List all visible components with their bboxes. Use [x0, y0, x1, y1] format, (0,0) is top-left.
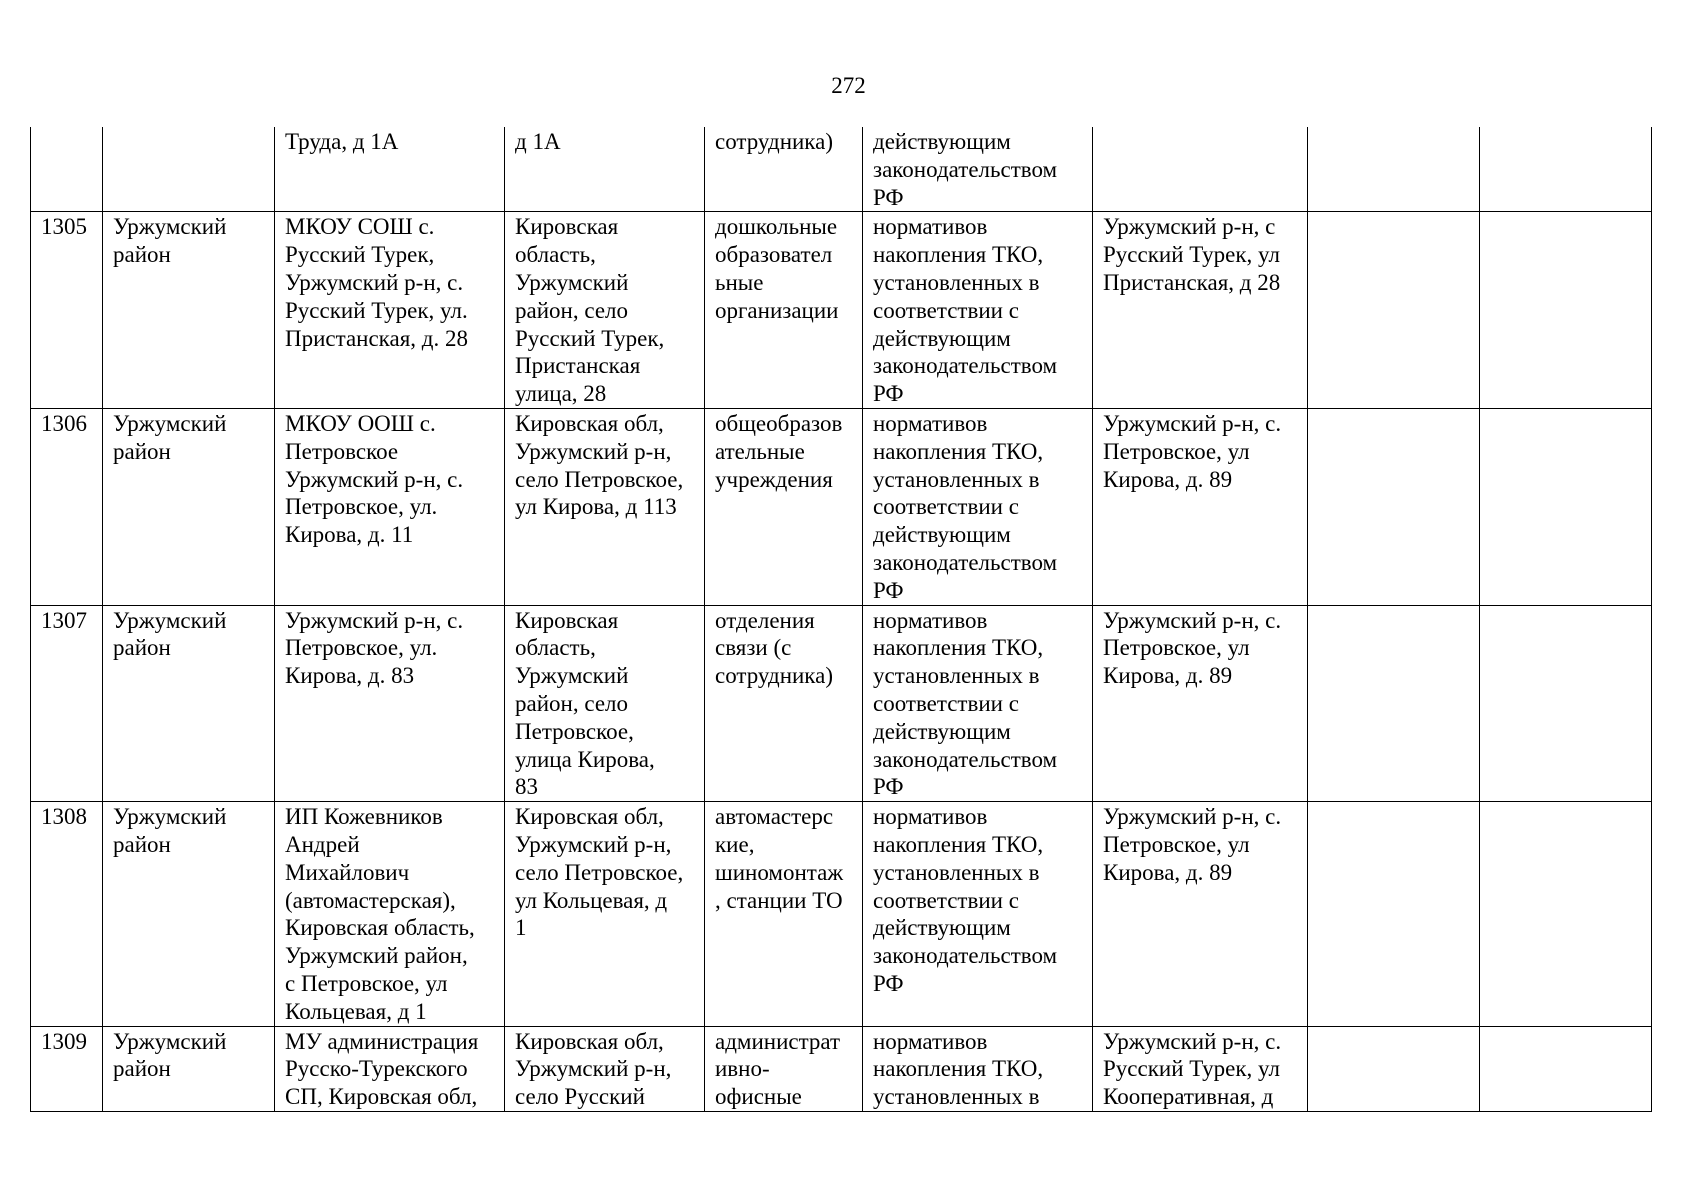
- empty-column-2-cell: [1480, 408, 1652, 605]
- category-cell-text: сотрудника): [715, 129, 833, 154]
- district-cell-text: Уржумский район: [113, 1028, 227, 1082]
- empty-column-1-cell: [1308, 212, 1480, 409]
- organization-cell-text: МКОУ ООШ с. Петровское Уржумский р-н, с. Петровское, ул. Кирова, д. 11: [285, 410, 464, 548]
- address-cell: [505, 802, 705, 1026]
- table-row-continued: [31, 127, 1652, 212]
- district-cell-text: Уржумский район: [113, 607, 227, 661]
- district-cell-text: Уржумский район: [113, 410, 227, 464]
- page-number: 272: [831, 73, 866, 98]
- collection-site-cell-text: Уржумский р-н, с. Петровское, ул Кирова, д. 89: [1103, 607, 1282, 689]
- district-cell-text: Уржумский район: [113, 804, 227, 857]
- collection-site-cell-text: Уржумский р-н, с Русский Турек, ул Пристанская, д 28: [1103, 214, 1281, 295]
- district-cell: [103, 127, 275, 212]
- category-cell: [705, 408, 863, 605]
- district-cell: [103, 802, 275, 1026]
- category-cell: [705, 212, 863, 409]
- norm-cell-text: действующим законодательством РФ: [873, 129, 1058, 210]
- norm-cell: [863, 605, 1093, 802]
- district-cell: [103, 1026, 275, 1111]
- address-cell: [505, 605, 705, 802]
- empty-column-2-cell: [1480, 212, 1652, 409]
- category-cell-text: отделения связи (с сотрудника): [715, 607, 833, 689]
- norm-cell-text: нормативов накопления ТКО, установленных в соответствии с действующим законодательством РФ: [873, 607, 1058, 800]
- empty-column-2-cell: [1480, 1026, 1652, 1111]
- norm-cell-text: нормативов накопления ТКО, установленных в соответствии с действующим законодательством РФ: [873, 804, 1058, 996]
- empty-column-1-cell: [1308, 605, 1480, 802]
- district-cell: [103, 212, 275, 409]
- address-cell-text: Кировская обл, Уржумский р-н, село Петровское, ул Кольцевая, д 1: [515, 804, 684, 941]
- district-cell-text: Уржумский район: [113, 214, 227, 268]
- address-cell-text: Кировская обл, Уржумский р-н, село Петровское, ул Кирова, д 113: [515, 410, 684, 520]
- record-number: [31, 605, 103, 802]
- record-number: [31, 408, 103, 605]
- address-cell: [505, 1026, 705, 1111]
- table-row: [31, 212, 1652, 409]
- category-cell-text: администрат ивно- офисные: [715, 1028, 841, 1110]
- address-cell-text: Кировская обл, Уржумский р-н, село Русский: [515, 1028, 672, 1110]
- norm-cell-text: нормативов накопления ТКО, установленных в: [873, 1028, 1044, 1110]
- address-cell: [505, 127, 705, 212]
- record-number-text: 1305: [41, 214, 87, 240]
- category-cell-text: автомастерс кие, шиномонтаж , станции ТО: [715, 804, 844, 913]
- address-cell-text: Кировская область, Уржумский район, село Петровское, улица Кирова, 83: [515, 607, 655, 800]
- organization-cell: [275, 802, 505, 1026]
- record-number: [31, 212, 103, 409]
- waste-registry-table: [30, 127, 1652, 1112]
- organization-cell-text: МУ администрация Русско-Турекского СП, Кировская обл,: [285, 1028, 479, 1110]
- empty-column-1-cell: [1308, 127, 1480, 212]
- table-row: [31, 408, 1652, 605]
- category-cell: [705, 605, 863, 802]
- collection-site-cell: [1093, 802, 1308, 1026]
- empty-column-1-cell: [1308, 1026, 1480, 1111]
- collection-site-cell: [1093, 127, 1308, 212]
- norm-cell-text: нормативов накопления ТКО, установленных в соответствии с действующим законодательством РФ: [873, 410, 1058, 603]
- empty-column-2-cell: [1480, 802, 1652, 1026]
- collection-site-cell-text: Уржумский р-н, с. Русский Турек, ул Кооперативная, д: [1103, 1028, 1282, 1110]
- norm-cell: [863, 1026, 1093, 1111]
- empty-column-2-cell: [1480, 605, 1652, 802]
- norm-cell-text: нормативов накопления ТКО, установленных в соответствии с действующим законодательством РФ: [873, 214, 1058, 407]
- record-number-text: 1307: [41, 607, 87, 633]
- record-number: [31, 127, 103, 212]
- empty-column-1-cell: [1308, 408, 1480, 605]
- organization-cell: [275, 605, 505, 802]
- record-number-text: 1306: [41, 410, 87, 436]
- organization-cell: [275, 127, 505, 212]
- table-row: [31, 1026, 1652, 1111]
- organization-cell: [275, 408, 505, 605]
- organization-cell: [275, 1026, 505, 1111]
- norm-cell: [863, 212, 1093, 409]
- norm-cell: [863, 802, 1093, 1026]
- table-row: [31, 605, 1652, 802]
- table-row: [31, 802, 1652, 1026]
- record-number-text: 1309: [41, 1028, 87, 1054]
- collection-site-cell: [1093, 1026, 1308, 1111]
- collection-site-cell: [1093, 212, 1308, 409]
- category-cell: [705, 802, 863, 1026]
- empty-column-2-cell: [1480, 127, 1652, 212]
- category-cell: [705, 1026, 863, 1111]
- organization-cell-text: Труда, д 1А: [285, 129, 399, 154]
- category-cell: [705, 127, 863, 212]
- norm-cell: [863, 127, 1093, 212]
- norm-cell: [863, 408, 1093, 605]
- organization-cell: [275, 212, 505, 409]
- record-number-text: 1308: [41, 804, 87, 830]
- record-number: [31, 1026, 103, 1111]
- address-cell: [505, 212, 705, 409]
- empty-column-1-cell: [1308, 802, 1480, 1026]
- address-cell-text: д 1А: [515, 129, 561, 154]
- collection-site-cell: [1093, 605, 1308, 802]
- category-cell-text: дошкольные образовател ьные организации: [715, 214, 839, 323]
- category-cell-text: общеобразов ательные учреждения: [715, 410, 843, 492]
- collection-site-cell: [1093, 408, 1308, 605]
- district-cell: [103, 408, 275, 605]
- address-cell-text: Кировская область, Уржумский район, село Русский Турек, Пристанская улица, 28: [515, 214, 665, 407]
- organization-cell-text: ИП Кожевников Андрей Михайлович (автомастерская), Кировская область, Уржумский район, с Петровское, ул Кольцевая, д 1: [285, 804, 475, 1024]
- record-number: [31, 802, 103, 1026]
- collection-site-cell-text: Уржумский р-н, с. Петровское, ул Кирова, д. 89: [1103, 410, 1282, 492]
- address-cell: [505, 408, 705, 605]
- district-cell: [103, 605, 275, 802]
- organization-cell-text: МКОУ СОШ с. Русский Турек, Уржумский р-н, с. Русский Турек, ул. Пристанская, д. 28: [285, 214, 469, 351]
- table-body: [31, 127, 1652, 1111]
- collection-site-cell-text: Уржумский р-н, с. Петровское, ул Кирова, д. 89: [1103, 804, 1282, 885]
- organization-cell-text: Уржумский р-н, с. Петровское, ул. Кирова, д. 83: [285, 607, 464, 689]
